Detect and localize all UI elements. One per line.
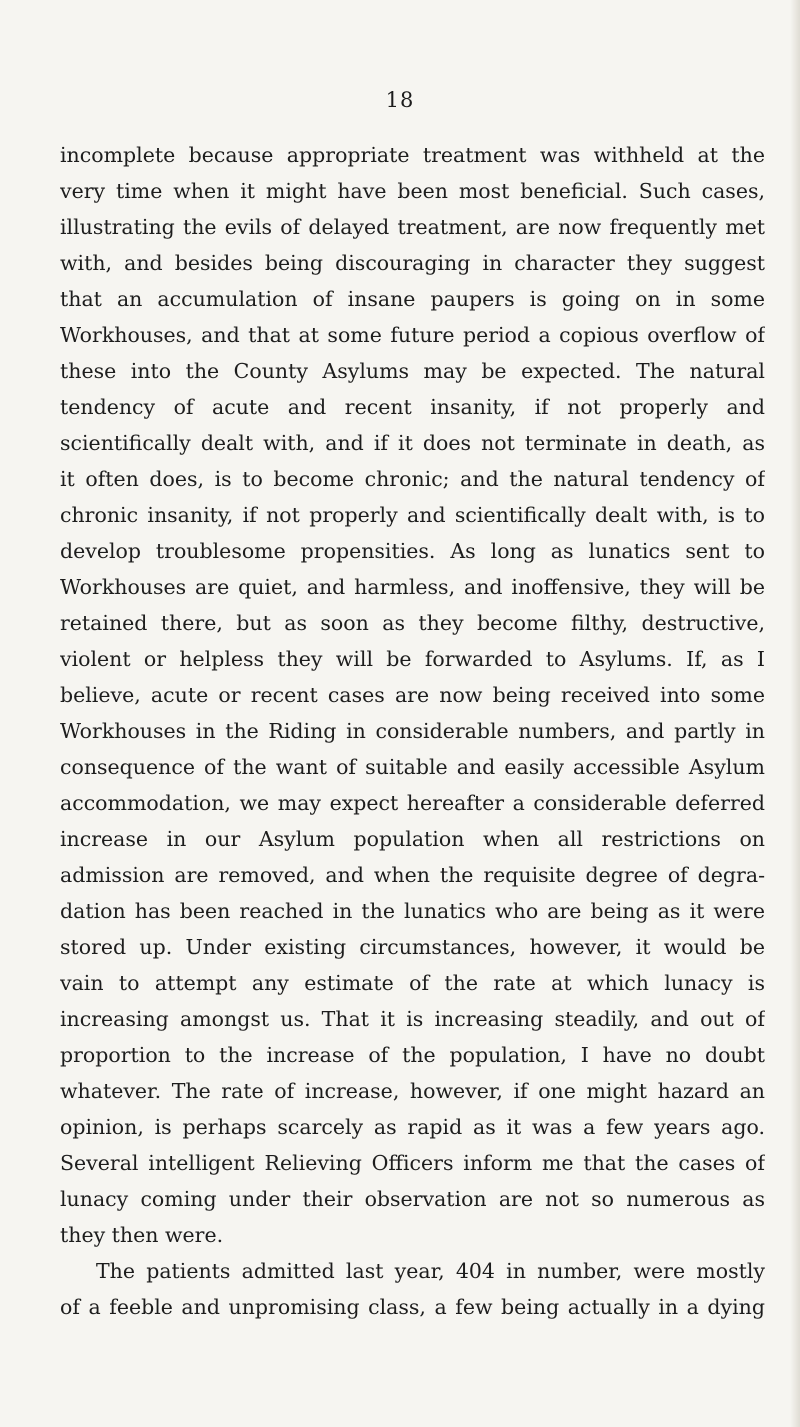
text-line: with, and besides being discouraging in character they suggest <box>60 251 765 275</box>
text-line: whatever. The rate of increase, however, if one might hazard an <box>60 1079 765 1103</box>
text-line: consequence of the want of suitable and easily accessible Asylum <box>60 755 765 779</box>
text-line: these into the County Asylums may be expected. The natural <box>60 359 765 383</box>
text-line: Several intelligent Relieving Officers inform me that the cases of <box>60 1151 765 1175</box>
text-line: it often does, is to become chronic; and the natural tendency of <box>60 467 765 491</box>
text-line: that an accumulation of insane paupers is going on in some <box>60 287 765 311</box>
paragraph-first-line: The patients admitted last year, 404 in number, were mostly <box>96 1259 765 1283</box>
text-line: violent or helpless they will be forwarded to Asylums. If, as I <box>60 647 765 671</box>
text-line: Workhouses in the Riding in considerable numbers, and partly in <box>60 719 765 743</box>
text-line: admission are removed, and when the requisite degree of degra- <box>60 863 765 887</box>
text-line: they then were. <box>60 1223 224 1247</box>
text-line: of a feeble and unpromising class, a few being actually in a dying <box>60 1295 765 1319</box>
text-line: proportion to the increase of the population, I have no doubt <box>60 1043 765 1067</box>
text-line: dation has been reached in the lunatics who are being as it were <box>60 899 765 923</box>
text-line: develop troublesome propensities. As long as lunatics sent to <box>60 539 765 563</box>
text-line: increasing amongst us. That it is increasing steadily, and out of <box>60 1007 765 1031</box>
page-number: 18 <box>385 88 415 112</box>
text-line: incomplete because appropriate treatment was withheld at the <box>60 143 765 167</box>
text-line: Workhouses are quiet, and harmless, and inoffensive, they will be <box>60 575 765 599</box>
text-line: stored up. Under existing circumstances, however, it would be <box>60 935 765 959</box>
text-line: vain to attempt any estimate of the rate at which lunacy is <box>60 971 765 995</box>
text-line: accommodation, we may expect hereafter a considerable deferred <box>60 791 765 815</box>
text-line: believe, acute or recent cases are now being received into some <box>60 683 765 707</box>
text-line: opinion, is perhaps scarcely as rapid as it was a few years ago. <box>60 1115 765 1139</box>
text-line: increase in our Asylum population when all restrictions on <box>60 827 765 851</box>
text-line: chronic insanity, if not properly and scientifically dealt with, is to <box>60 503 765 527</box>
text-line: Workhouses, and that at some future period a copious overflow of <box>60 323 765 347</box>
text-line: tendency of acute and recent insanity, if not properly and <box>60 395 765 419</box>
text-line: illustrating the evils of delayed treatment, are now frequently met <box>60 215 765 239</box>
text-line: scientifically dealt with, and if it does not terminate in death, as <box>60 431 765 455</box>
text-line: retained there, but as soon as they become filthy, destructive, <box>60 611 765 635</box>
page-edge-shadow <box>790 0 800 1427</box>
text-line: very time when it might have been most beneficial. Such cases, <box>60 179 765 203</box>
text-line: lunacy coming under their observation are not so numerous as <box>60 1187 765 1211</box>
